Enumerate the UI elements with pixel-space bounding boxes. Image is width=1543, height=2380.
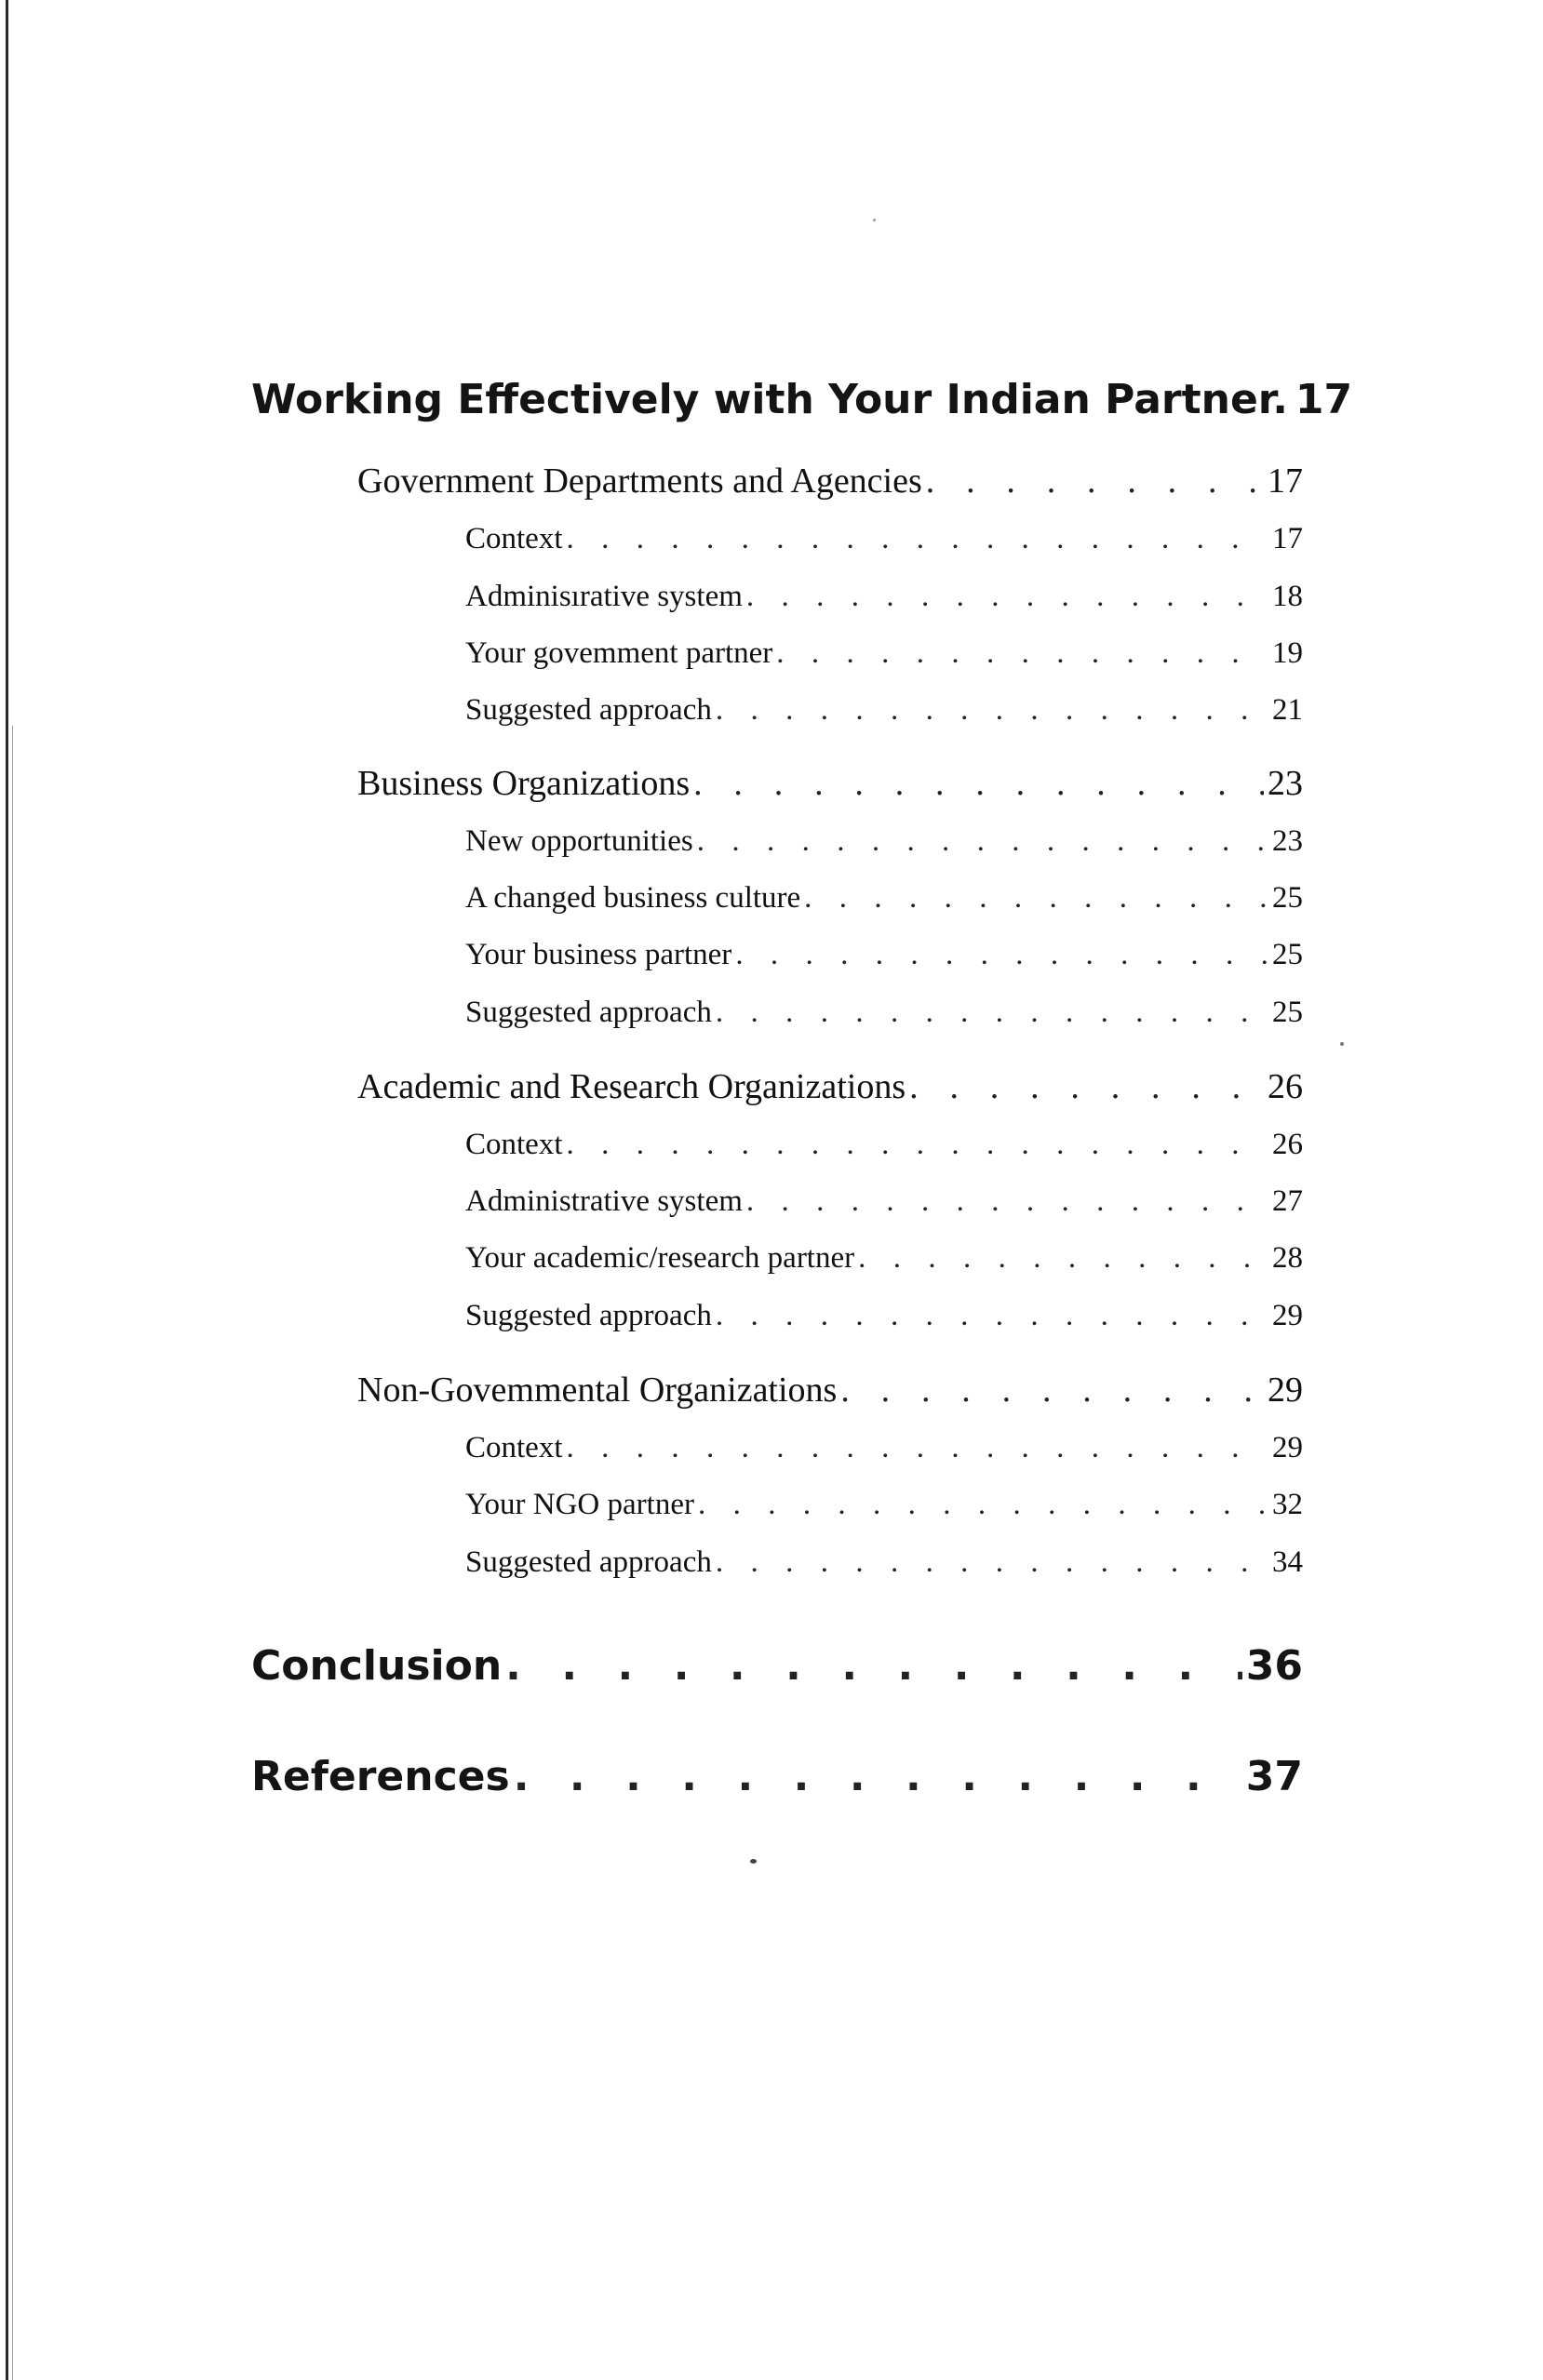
toc-entry-page: 17 [1272,522,1303,555]
toc-item[interactable] [465,636,1303,671]
toc-item[interactable] [465,1488,1303,1522]
dot-leader [694,1488,1268,1520]
toc-entry-page: 26 [1272,1128,1303,1161]
toc-entry-label: Your academic/research partner [465,1241,855,1275]
toc-item[interactable] [465,938,1303,972]
toc-section-academic[interactable] [357,1066,1303,1107]
toc-entry-page: 21 [1272,693,1303,727]
toc-entry-label: Your business partner [465,938,732,971]
toc-entry-label: Conclusion [251,1642,503,1690]
toc-item[interactable] [465,824,1303,859]
toc-entry-page: 17 [1295,376,1353,423]
toc-entry-page: 32 [1272,1488,1303,1521]
toc-entry-label: Suggested approach [465,1545,712,1579]
toc-entry-label: Government Departments and Agencies [357,461,922,501]
dot-leader [712,1545,1268,1578]
toc-entry-label: Working Effectively with Your Indian Partner. [251,376,1288,423]
toc-section-government[interactable] [357,461,1303,501]
dot-leader [906,1066,1264,1103]
toc-entry-page: 27 [1272,1184,1303,1218]
toc-entry-page: 25 [1272,881,1303,915]
toc-heading-working-effectively[interactable] [251,376,1353,423]
dot-leader [854,1241,1268,1274]
toc-item[interactable] [465,1431,1303,1465]
toc-item[interactable] [465,1128,1303,1162]
toc-entry-page: 25 [1272,996,1303,1029]
toc-entry-label: Academic and Research Organizations [357,1067,906,1106]
toc-entry-page: 29 [1272,1299,1303,1332]
toc-item[interactable] [465,996,1303,1030]
toc-entry-page: 29 [1268,1371,1303,1410]
dot-leader [502,1642,1242,1685]
scan-speck [750,1859,757,1864]
toc-item[interactable] [465,1184,1303,1219]
toc-entry-page: 18 [1272,580,1303,613]
toc-item[interactable] [465,1299,1303,1333]
toc-entry-label: Non-Govemmental Organizations [357,1371,838,1410]
toc-section-business[interactable] [357,763,1303,804]
toc-item[interactable] [465,522,1303,556]
toc-entry-label: Suggested approach [465,693,712,727]
toc-entry-page: 28 [1272,1241,1303,1275]
scan-speck [1340,1042,1344,1046]
toc-item[interactable] [465,693,1303,728]
dot-leader [690,763,1264,800]
page-binding-shadow [12,726,13,2380]
dot-leader [800,881,1268,914]
dot-leader [837,1370,1264,1407]
dot-leader [563,522,1269,555]
toc-heading-conclusion[interactable] [251,1642,1303,1690]
toc-entry-page: 25 [1272,938,1303,971]
toc-entry-label: A changed business culture [465,881,801,915]
toc-item[interactable] [465,1545,1303,1580]
dot-leader [693,824,1268,857]
table-of-contents [251,0,1353,2380]
toc-entry-label: Suggested approach [465,996,712,1029]
toc-heading-references[interactable] [251,1753,1303,1800]
scan-speck [873,219,876,221]
dot-leader [772,636,1268,669]
toc-entry-label: Context [465,1431,563,1464]
toc-item[interactable] [465,580,1303,614]
toc-entry-label: Adminisırative system [465,580,743,613]
toc-entry-label: Context [465,1128,563,1161]
dot-leader [563,1431,1269,1464]
toc-entry-label: Context [465,522,563,555]
toc-entry-label: Your govemment partner [465,636,773,670]
toc-entry-page: 34 [1272,1545,1303,1579]
toc-item[interactable] [465,881,1303,916]
toc-entry-label: References [251,1753,510,1800]
dot-leader [712,1299,1268,1331]
toc-entry-label: Your NGO partner [465,1488,694,1521]
toc-entry-label: Administrative system [465,1184,743,1218]
toc-entry-page: 17 [1268,461,1303,501]
toc-entry-page: 19 [1272,636,1303,670]
dot-leader [743,1184,1268,1217]
toc-entry-page: 23 [1268,764,1303,803]
dot-leader [712,693,1268,726]
dot-leader [563,1128,1269,1160]
dot-leader [743,580,1268,612]
toc-entry-page: 29 [1272,1431,1303,1464]
toc-entry-page: 36 [1245,1642,1303,1690]
dot-leader [712,996,1268,1028]
dot-leader [731,938,1268,970]
toc-entry-page: 23 [1272,824,1303,858]
toc-entry-label: Suggested approach [465,1299,712,1332]
toc-entry-page: 26 [1268,1067,1303,1106]
dot-leader [922,461,1264,498]
page-binding-edge [6,0,8,2380]
toc-entry-label: Business Organizations [357,764,691,803]
toc-item[interactable] [465,1241,1303,1276]
toc-section-ngo[interactable] [357,1370,1303,1411]
toc-entry-label: New opportunities [465,824,693,858]
toc-entry-page: 37 [1245,1753,1303,1800]
dot-leader [510,1753,1242,1796]
